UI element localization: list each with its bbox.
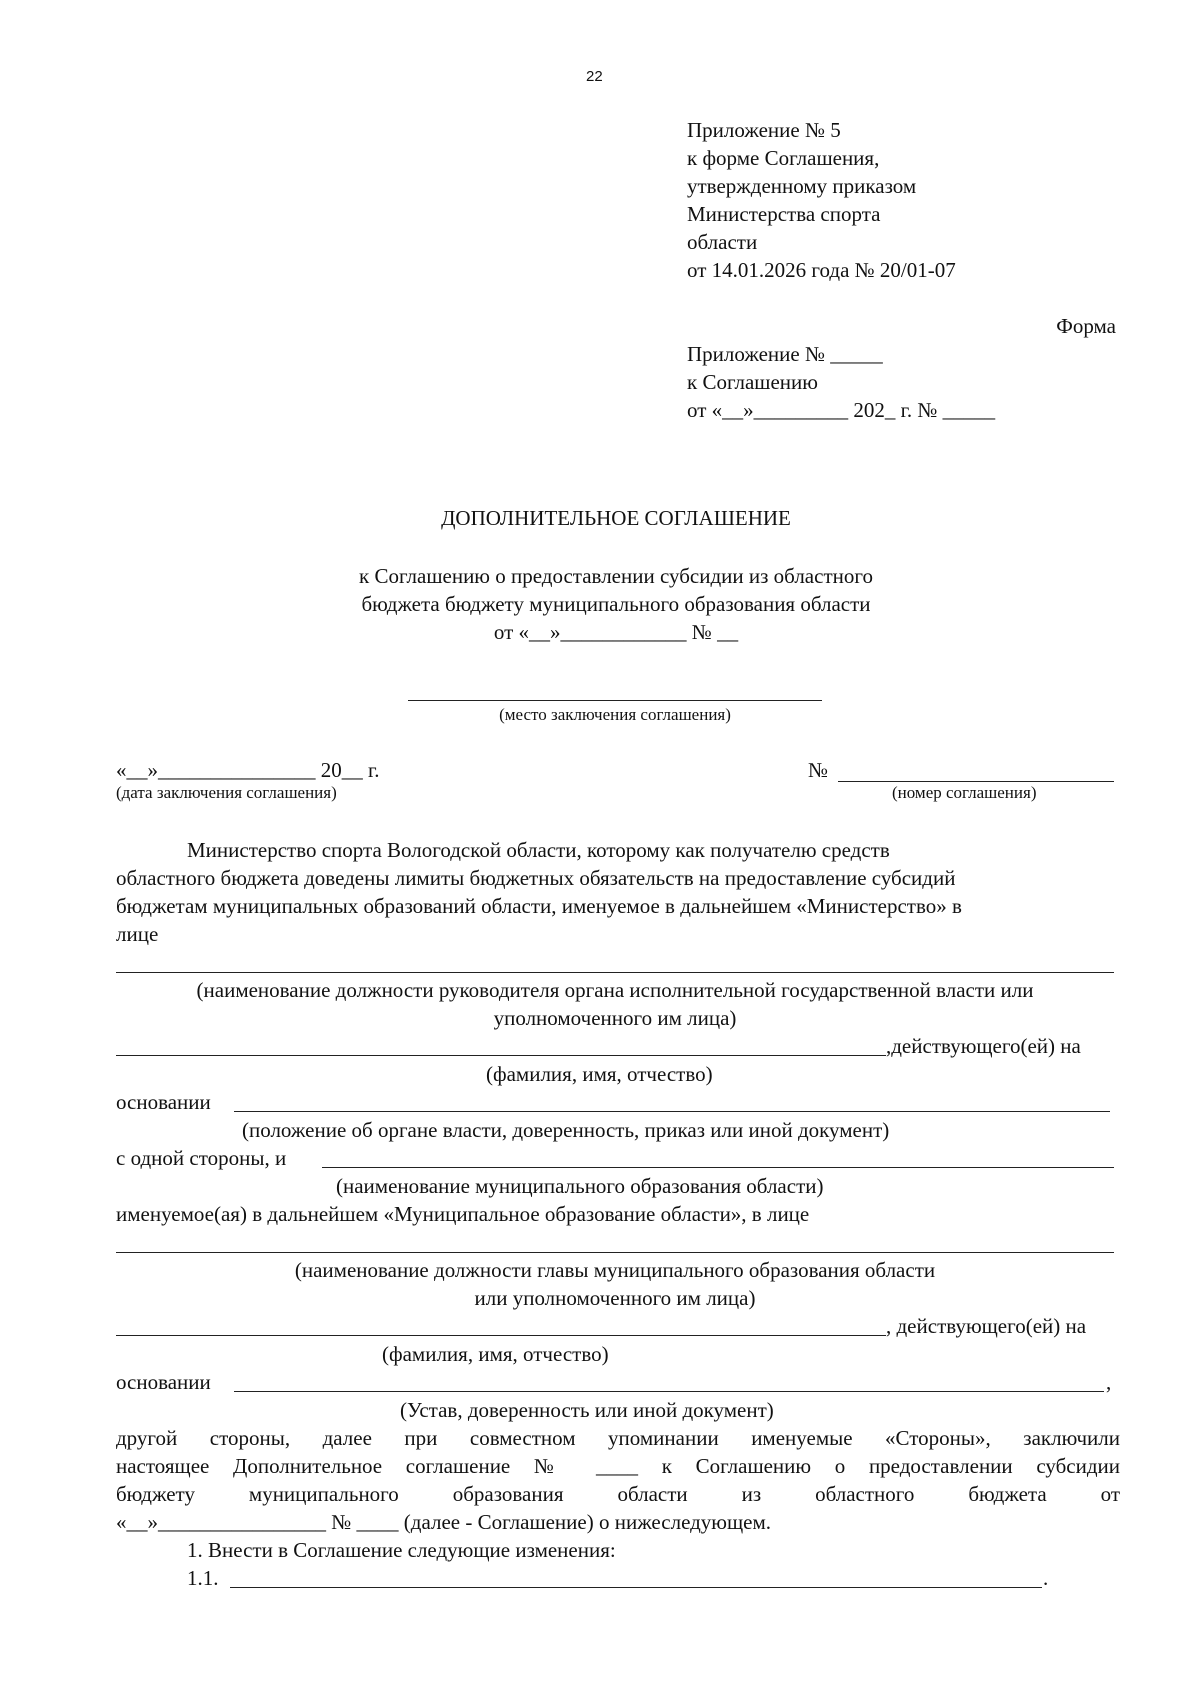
fio2-caption: (фамилия, имя, отчество) xyxy=(382,1342,609,1366)
number-sign: № xyxy=(808,758,829,782)
date-field: «__»_______________ 20__ г. xyxy=(116,758,380,782)
basis-label: основании xyxy=(116,1090,211,1114)
fio2-field-line xyxy=(116,1335,886,1336)
annex2-line: Приложение № _____ xyxy=(687,342,883,366)
annex2-block xyxy=(687,340,995,424)
body-line: областного бюджета доведены лимиты бюджетных обязательств на предоставление субсидий xyxy=(116,866,956,890)
basis2-field-line xyxy=(234,1391,1104,1392)
form-label: Форма xyxy=(1056,314,1116,338)
mo-caption: (наименование муниципального образования области) xyxy=(336,1174,824,1198)
annex-line: Приложение № 5 xyxy=(687,118,841,142)
number-caption: (номер соглашения) xyxy=(892,783,1037,802)
place-field-line xyxy=(408,700,822,701)
caption-line: (наименование должности руководителя органа исполнительной государственной власти или xyxy=(196,978,1034,1002)
date-caption: (дата заключения соглашения) xyxy=(116,783,337,802)
fio-caption: (фамилия, имя, отчество) xyxy=(486,1062,713,1086)
caption-line: или уполномоченного им лица) xyxy=(474,1286,756,1310)
annex2-line: к Соглашению xyxy=(687,370,818,394)
place-caption: (место заключения соглашения) xyxy=(499,705,731,724)
page-number: 22 xyxy=(586,68,603,85)
annex-line: утвержденному приказом xyxy=(687,174,917,198)
annex2-line: от «__»_________ 202_ г. № _____ xyxy=(687,398,996,422)
body-line: настоящее Дополнительное соглашение № ____ к Соглашению о предоставлении субсидии xyxy=(116,1454,1120,1478)
document-subtitle xyxy=(0,562,1200,646)
acting-text: ,действующего(ей) на xyxy=(886,1034,1081,1058)
body-line: Министерство спорта Вологодской области, которому как получателю средств xyxy=(187,838,890,862)
basis-caption: (положение об органе власти, доверенность, приказ или иной документ) xyxy=(242,1118,890,1142)
one-side-label: с одной стороны, и xyxy=(116,1146,287,1170)
head-mo-caption xyxy=(116,1256,1114,1312)
subtitle-line: бюджета бюджету муниципального образования области xyxy=(361,592,871,616)
head-caption xyxy=(116,976,1114,1032)
basis2-comma: , xyxy=(1106,1370,1112,1394)
body-line: лице xyxy=(116,922,159,946)
item-1-1-period: . xyxy=(1043,1566,1049,1590)
named-mo-text: именуемое(ая) в дальнейшем «Муниципальное образование области», в лице xyxy=(116,1202,810,1226)
body-line: бюджету муниципального образования области из областного бюджета от xyxy=(116,1482,1120,1506)
basis2-caption: (Устав, доверенность или иной документ) xyxy=(400,1398,774,1422)
caption-line: (наименование должности главы муниципального образования области xyxy=(294,1258,936,1282)
body-line: другой стороны, далее при совместном упоминании именуемые «Стороны», заключили xyxy=(116,1426,1120,1450)
document-title: ДОПОЛНИТЕЛЬНОЕ СОГЛАШЕНИЕ xyxy=(441,506,791,530)
subtitle-line: от «__»____________ № __ xyxy=(493,620,739,644)
body-line: «__»________________ № ____ (далее - Соглашение) о нижеследующем. xyxy=(116,1510,772,1534)
annex-line: области xyxy=(687,230,758,254)
annex-line: к форме Соглашения, xyxy=(687,146,880,170)
item-1: 1. Внести в Соглашение следующие изменения: xyxy=(187,1538,616,1562)
caption-line: уполномоченного им лица) xyxy=(493,1006,737,1030)
head-field-line xyxy=(116,972,1114,973)
head-mo-field-line xyxy=(116,1252,1114,1253)
basis2-label: основании xyxy=(116,1370,211,1394)
item-1-1: 1.1. xyxy=(187,1566,219,1590)
basis-field-line xyxy=(234,1111,1110,1112)
subtitle-line: к Соглашению о предоставлении субсидии из областного xyxy=(359,564,873,588)
fio-field-line xyxy=(116,1055,886,1056)
annex-line: от 14.01.2026 года № 20/01-07 xyxy=(687,258,956,282)
acting-text-2: , действующего(ей) на xyxy=(886,1314,1087,1338)
mo-field-line xyxy=(322,1167,1114,1168)
annex-block xyxy=(687,116,956,284)
body-line: бюджетам муниципальных образований области, именуемое в дальнейшем «Министерство» в xyxy=(116,894,962,918)
item-1-1-field-line xyxy=(230,1587,1042,1588)
annex-line: Министерства спорта xyxy=(687,202,881,226)
